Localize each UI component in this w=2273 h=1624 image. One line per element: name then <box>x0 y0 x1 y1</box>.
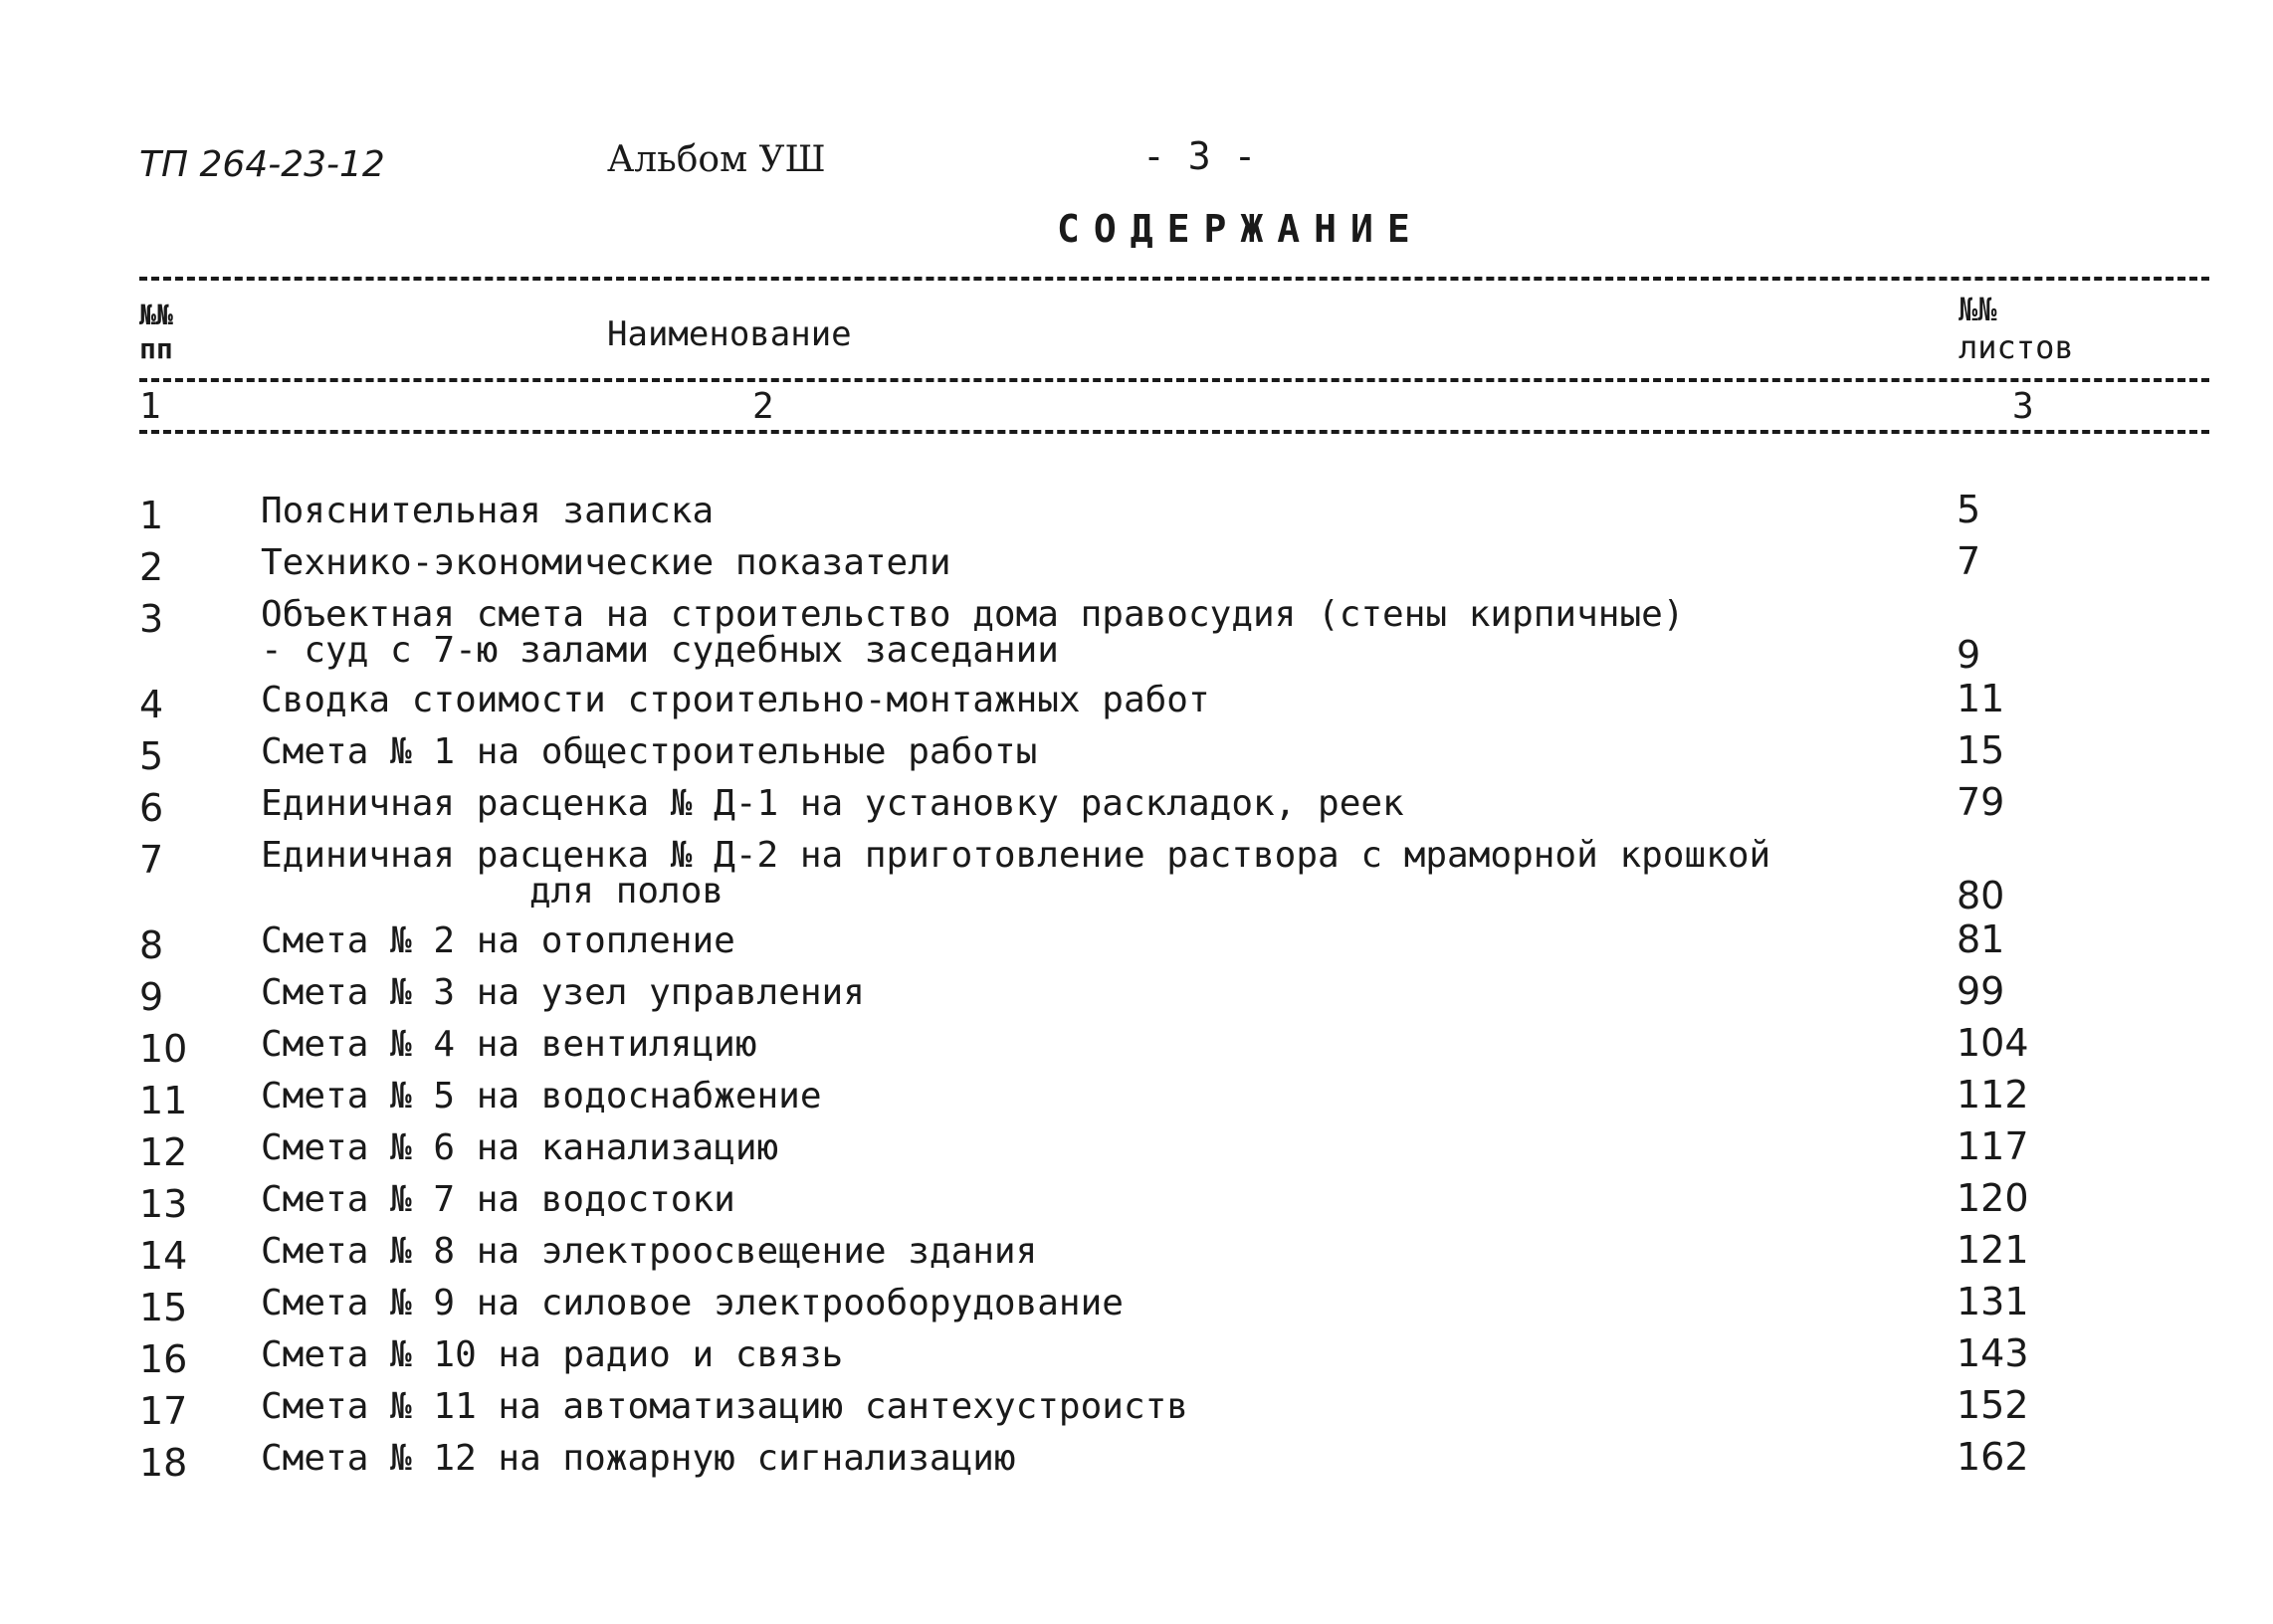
row-number: 15 <box>139 1286 188 1329</box>
row-number: 18 <box>139 1441 188 1485</box>
header-divider-rule <box>139 378 2209 382</box>
row-title <box>261 594 1685 671</box>
column-index-2: 2 <box>752 386 774 427</box>
row-title-line1: Объектная смета на строительство дома правосудия (стены кирпичные) <box>261 594 1685 635</box>
row-title-line1: Смета № 5 на водоснабжение <box>261 1076 822 1116</box>
row-sheet-number: 120 <box>1957 1176 2029 1220</box>
row-title <box>261 920 735 961</box>
row-title <box>261 1024 757 1065</box>
row-sheet-number: 9 <box>1957 633 1981 677</box>
row-sheet-number: 162 <box>1957 1435 2029 1479</box>
row-title-line1: Смета № 10 на радио и связь <box>261 1334 844 1375</box>
row-number: 4 <box>139 683 164 726</box>
row-title-line1: Смета № 11 на автоматизацию сантехустроиств <box>261 1386 1188 1427</box>
row-title-line1: Единичная расценка № Д-1 на установку раскладок, реек <box>261 783 1404 824</box>
row-title <box>261 972 865 1013</box>
row-sheet-number: 15 <box>1957 728 2005 772</box>
row-sheet-number: 81 <box>1957 917 2005 961</box>
row-title <box>261 1438 1016 1479</box>
column-header-number-line1: №№ <box>139 299 173 331</box>
row-title <box>261 835 1771 912</box>
row-title-line1: Единичная расценка № Д-2 на приготовление раствора с мраморной крошкой <box>261 835 1771 876</box>
row-title-line1: Технико-экономические показатели <box>261 542 951 583</box>
row-sheet-number: 131 <box>1957 1280 2029 1323</box>
row-title-line1: Смета № 9 на силовое электрооборудование <box>261 1283 1124 1323</box>
row-sheet-number: 112 <box>1957 1073 2029 1116</box>
row-number: 6 <box>139 786 164 830</box>
row-title-line2: - суд с 7-ю залами судебных заседании <box>261 630 1059 671</box>
row-title-line1: Смета № 7 на водостоки <box>261 1179 735 1220</box>
row-title <box>261 1231 1038 1272</box>
row-title <box>261 1334 844 1375</box>
row-title-line1: Смета № 1 на общестроительные работы <box>261 731 1038 772</box>
row-title <box>261 542 951 583</box>
column-header-number <box>139 299 173 366</box>
column-index-3: 3 <box>2012 386 2034 427</box>
row-number: 8 <box>139 923 164 967</box>
row-title-line1: Сводка стоимости строительно-монтажных работ <box>261 680 1210 720</box>
row-number: 16 <box>139 1337 188 1381</box>
row-number: 5 <box>139 734 164 778</box>
row-number: 17 <box>139 1389 188 1433</box>
row-title <box>261 731 1038 772</box>
row-title <box>261 491 715 531</box>
row-sheet-number: 152 <box>1957 1383 2029 1427</box>
row-title-line2: для полов <box>529 871 724 912</box>
row-title-line1: Пояснительная записка <box>261 491 715 531</box>
row-title-line1: Смета № 8 на электроосвещение здания <box>261 1231 1038 1272</box>
column-header-sheets <box>1959 291 2074 366</box>
row-sheet-number: 117 <box>1957 1124 2029 1168</box>
row-sheet-number: 104 <box>1957 1021 2029 1065</box>
page-title: СОДЕРЖАНИЕ <box>1057 207 1424 251</box>
column-header-sheets-line2: листов <box>1959 328 2074 366</box>
row-title-line1: Смета № 6 на канализацию <box>261 1127 779 1168</box>
row-title <box>261 1386 1188 1427</box>
row-number: 1 <box>139 494 164 537</box>
column-header-number-line2: пп <box>139 332 173 365</box>
row-number: 10 <box>139 1027 188 1071</box>
row-title <box>261 1127 779 1168</box>
row-sheet-number: 11 <box>1957 677 2005 720</box>
row-number: 13 <box>139 1182 188 1226</box>
row-number: 9 <box>139 975 164 1019</box>
row-title <box>261 783 1404 824</box>
row-title <box>261 1283 1124 1323</box>
row-sheet-number: 5 <box>1957 488 1981 531</box>
page-number: - 3 - <box>1142 134 1257 178</box>
row-title-line1: Смета № 2 на отопление <box>261 920 735 961</box>
row-title-line1: Смета № 4 на вентиляцию <box>261 1024 757 1065</box>
row-sheet-number: 80 <box>1957 874 2005 917</box>
table-header-bottom-rule <box>139 430 2209 434</box>
table-top-rule <box>139 277 2209 281</box>
row-title <box>261 1076 822 1116</box>
row-sheet-number: 7 <box>1957 539 1981 583</box>
row-title <box>261 680 1210 720</box>
row-sheet-number: 79 <box>1957 780 2005 824</box>
row-number: 2 <box>139 545 164 589</box>
row-title <box>261 1179 735 1220</box>
column-header-name: Наименование <box>607 314 852 354</box>
row-number: 7 <box>139 838 164 882</box>
row-title-line1: Смета № 3 на узел управления <box>261 972 865 1013</box>
row-number: 12 <box>139 1130 188 1174</box>
row-number: 3 <box>139 597 164 641</box>
column-header-sheets-line1: №№ <box>1959 291 1997 328</box>
document-code: ТП 264-23-12 <box>139 144 385 185</box>
row-number: 14 <box>139 1234 188 1278</box>
row-sheet-number: 143 <box>1957 1331 2029 1375</box>
album-label: Альбом УШ <box>607 139 826 180</box>
row-sheet-number: 121 <box>1957 1228 2029 1272</box>
row-title-line1: Смета № 12 на пожарную сигнализацию <box>261 1438 1016 1479</box>
row-sheet-number: 99 <box>1957 969 2005 1013</box>
row-number: 11 <box>139 1079 188 1122</box>
column-index-1: 1 <box>139 386 161 427</box>
